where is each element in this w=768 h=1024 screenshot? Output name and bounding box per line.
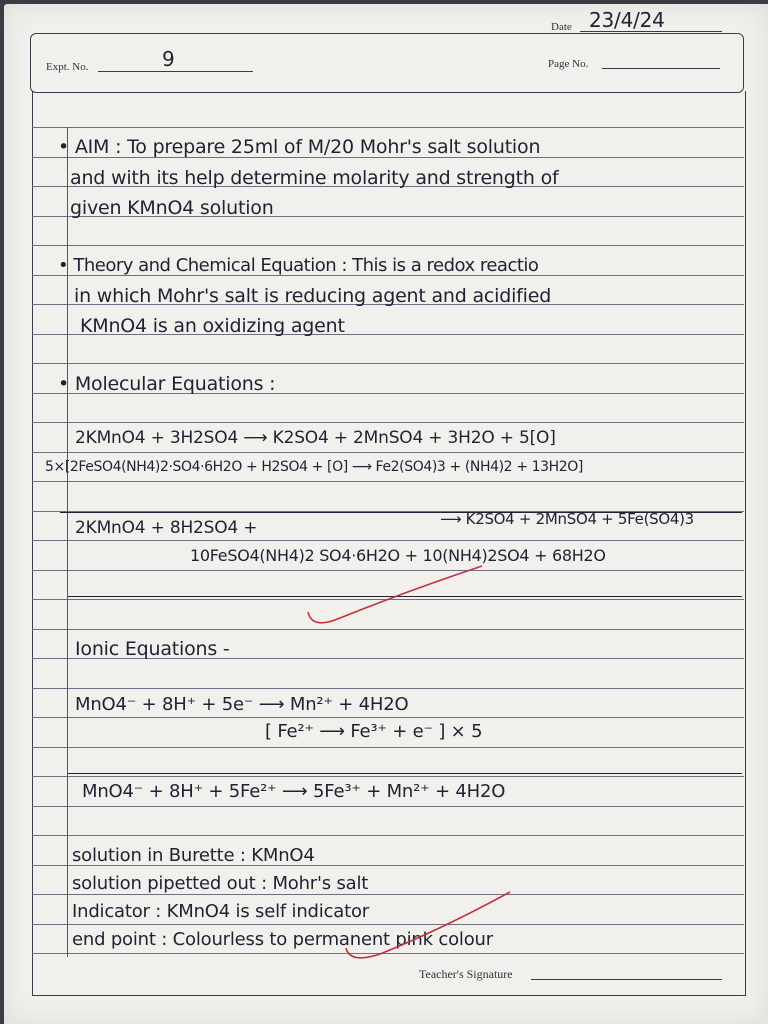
ruled-line: [32, 481, 744, 482]
ruled-line: [32, 747, 744, 748]
ruled-line: [32, 540, 744, 541]
detail-indicator: Indicator : KMnO4 is self indicator: [72, 901, 369, 922]
signature-label: Teacher's Signature: [419, 967, 513, 981]
date-value: 23/4/24: [589, 8, 665, 32]
ruled-line: [32, 422, 744, 423]
molecular-eq-1: 2KMnO4 + 3H2SO4 ⟶ K2SO4 + 2MnSO4 + 3H2O + 5[O]: [75, 428, 556, 448]
ionic-eq-3: MnO4⁻ + 8H⁺ + 5Fe²⁺ ⟶ 5Fe³⁺ + Mn²⁺ + 4H2O: [82, 781, 506, 802]
aim-line-2: and with its help determine molarity and strength of: [70, 167, 559, 189]
aim-line-3: given KMnO4 solution: [70, 197, 274, 219]
ruled-line: [32, 924, 744, 925]
expt-underline: [98, 71, 253, 72]
detail-burette: solution in Burette : KMnO4: [72, 845, 315, 866]
ruled-line: [32, 452, 744, 453]
molecular-eq-3b: ⟶ K2SO4 + 2MnSO4 + 5Fe(SO4)3: [440, 510, 694, 528]
expt-value: 9: [162, 47, 175, 71]
ionic-eq-1: MnO4⁻ + 8H⁺ + 5e⁻ ⟶ Mn²⁺ + 4H2O: [75, 694, 409, 715]
ruled-line: [32, 363, 744, 364]
ionic-heading: Ionic Equations -: [75, 638, 230, 660]
expt-label: Expt. No.: [46, 61, 89, 73]
molecular-eq-3a: 2KMnO4 + 8H2SO4 +: [75, 518, 258, 538]
detail-pipette: solution pipetted out : Mohr's salt: [72, 873, 369, 894]
theory-line-3: KMnO4 is an oxidizing agent: [80, 315, 345, 337]
ionic-eq-2: [ Fe²⁺ ⟶ Fe³⁺ + e⁻ ] × 5: [265, 721, 483, 742]
ruled-line: [32, 688, 744, 689]
page-underline: [602, 68, 720, 69]
detail-end-point: end point : Colourless to permanent pink colour: [72, 929, 493, 950]
sum-rule-3: [68, 773, 742, 774]
ruled-line: [32, 776, 744, 777]
ruled-line: [32, 835, 744, 836]
ruled-line: [32, 717, 744, 718]
ruled-line: [32, 245, 744, 246]
molecular-eq-2: 5×[2FeSO4(NH4)2·SO4·6H2O + H2SO4 + [O] ⟶ Fe2(SO4)3 + (NH4)2 + 13H2O]: [45, 459, 583, 475]
theory-line-1: • Theory and Chemical Equation : This is a redox reactio: [58, 255, 539, 276]
molecular-heading: • Molecular Equations :: [58, 373, 276, 395]
margin-line: [67, 127, 68, 957]
aim-line-1: • AIM : To prepare 25ml of M/20 Mohr's salt solution: [58, 136, 541, 158]
sum-rule-2: [68, 596, 742, 597]
signature-underline: [531, 979, 722, 980]
header-box: [30, 33, 744, 93]
molecular-eq-3c: 10FeSO4(NH4)2 SO4·6H2O + 10(NH4)2SO4 + 68H2O: [190, 546, 606, 565]
ruled-line: [32, 570, 744, 571]
ruled-line: [32, 894, 744, 895]
page-label: Page No.: [548, 58, 589, 70]
ruled-line: [32, 599, 744, 600]
date-label: Date: [551, 21, 572, 33]
ruled-line: [32, 806, 744, 807]
ruled-line: [32, 629, 744, 630]
ruled-line: [32, 127, 744, 128]
theory-line-2: in which Mohr's salt is reducing agent and acidified: [74, 285, 552, 307]
ruled-line: [32, 953, 744, 954]
